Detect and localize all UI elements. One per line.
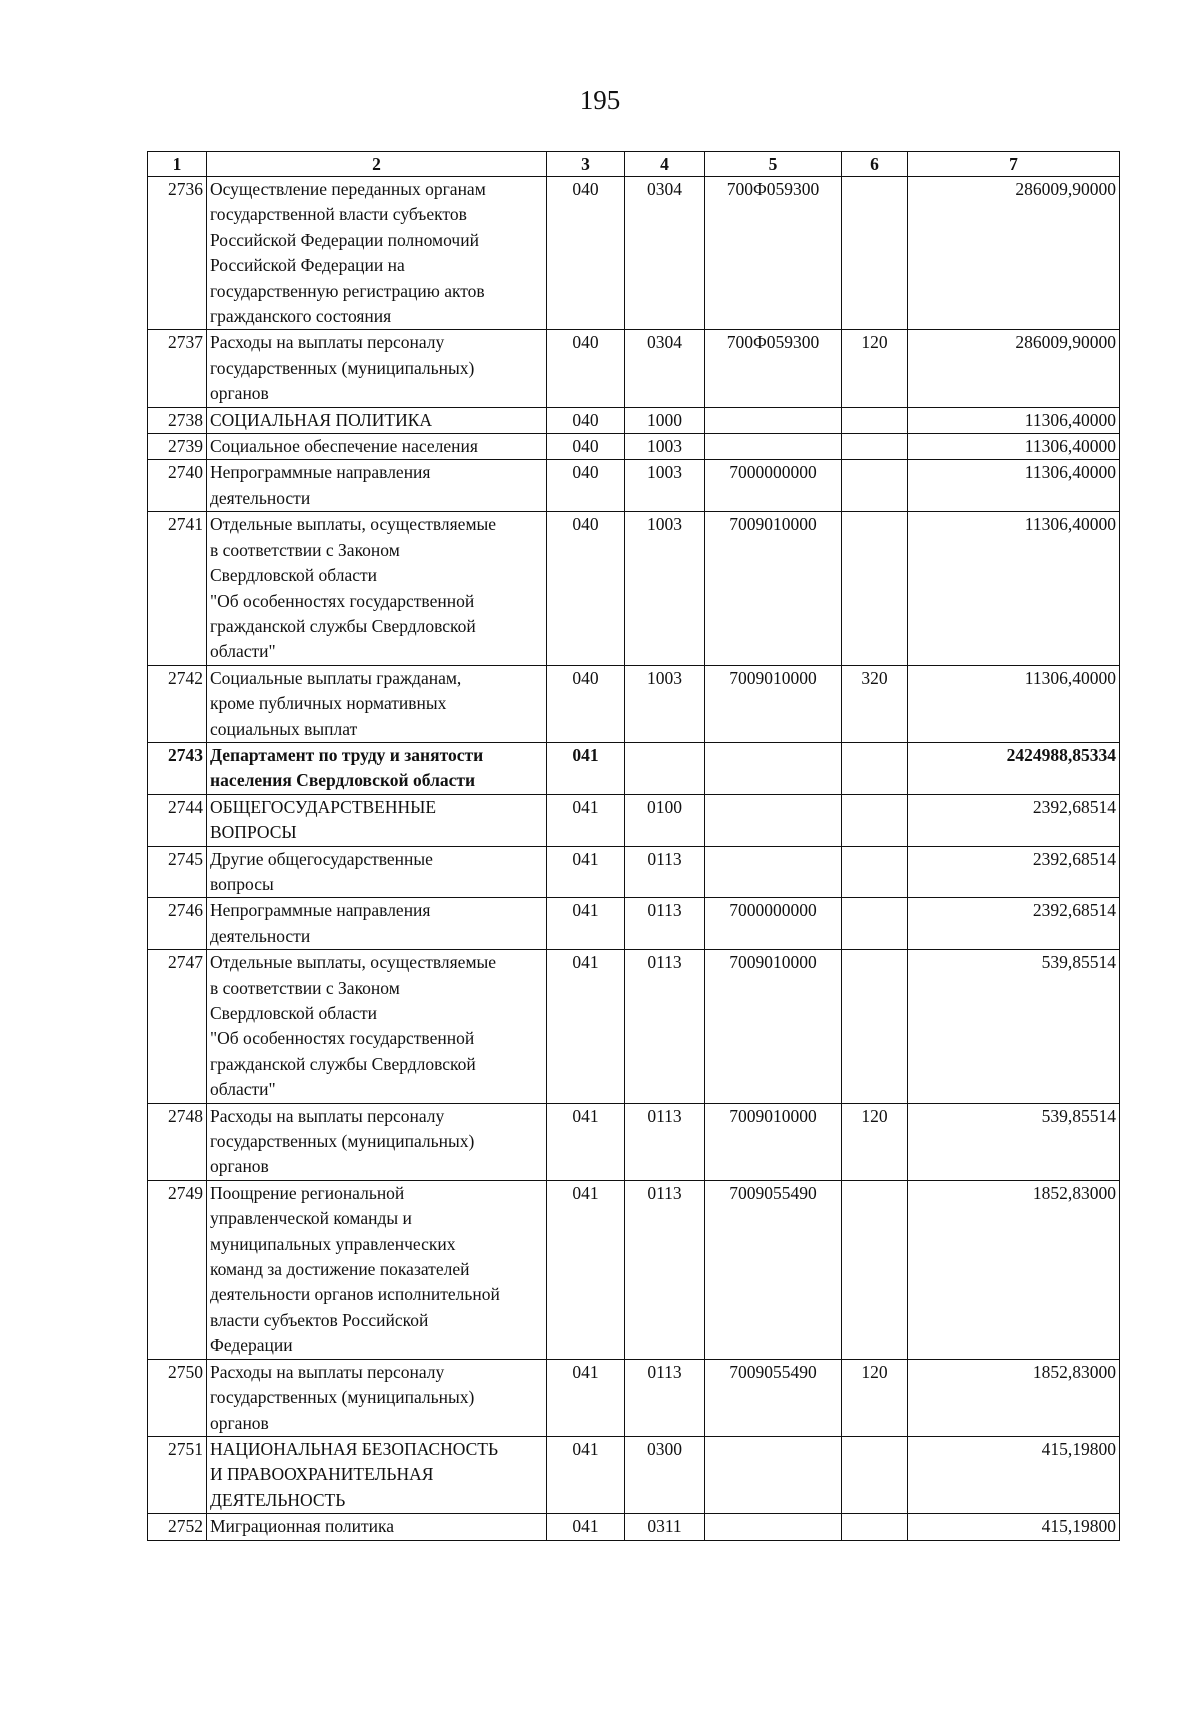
table-row	[148, 898, 1120, 950]
admin-code-cell: 041	[547, 846, 625, 898]
row-number-cell: 2738	[148, 407, 207, 433]
amount-cell: 11306,40000	[908, 665, 1120, 742]
row-name-cell: Расходы на выплаты персоналу государственных (муниципальных) органов	[207, 330, 547, 407]
section-code-cell: 0304	[625, 177, 705, 330]
target-code-cell	[705, 434, 842, 460]
table-row	[148, 1180, 1120, 1359]
amount-cell: 1852,83000	[908, 1359, 1120, 1436]
section-code-cell: 1003	[625, 434, 705, 460]
row-name-cell: НАЦИОНАЛЬНАЯ БЕЗОПАСНОСТЬ И ПРАВООХРАНИТЕЛЬНАЯ ДЕЯТЕЛЬНОСТЬ	[207, 1436, 547, 1513]
amount-cell: 11306,40000	[908, 434, 1120, 460]
row-name-cell: Непрограммные направления деятельности	[207, 898, 547, 950]
section-code-cell: 1003	[625, 460, 705, 512]
admin-code-cell: 040	[547, 434, 625, 460]
table-header-row	[148, 152, 1120, 177]
table-row	[148, 1103, 1120, 1180]
admin-code-cell: 041	[547, 1359, 625, 1436]
table-row	[148, 177, 1120, 330]
expense-type-cell	[842, 742, 908, 794]
row-name-cell: Поощрение региональной управленческой команды и муниципальных управленческих команд за достижение показателей деятельности органов исполнительной власти субъектов Российской Федерации	[207, 1180, 547, 1359]
admin-code-cell: 041	[547, 950, 625, 1103]
table-row	[148, 950, 1120, 1103]
column-header: 1	[148, 152, 207, 177]
column-header: 3	[547, 152, 625, 177]
expense-type-cell	[842, 177, 908, 330]
table-row	[148, 407, 1120, 433]
row-number-cell: 2744	[148, 794, 207, 846]
row-name-cell: СОЦИАЛЬНАЯ ПОЛИТИКА	[207, 407, 547, 433]
column-header: 2	[207, 152, 547, 177]
row-number-cell: 2743	[148, 742, 207, 794]
target-code-cell	[705, 846, 842, 898]
amount-cell: 2392,68514	[908, 898, 1120, 950]
row-name-cell: Социальные выплаты гражданам, кроме публичных нормативных социальных выплат	[207, 665, 547, 742]
row-name-cell: ОБЩЕГОСУДАРСТВЕННЫЕ ВОПРОСЫ	[207, 794, 547, 846]
admin-code-cell: 040	[547, 407, 625, 433]
table-row	[148, 460, 1120, 512]
amount-cell: 2424988,85334	[908, 742, 1120, 794]
row-number-cell: 2742	[148, 665, 207, 742]
target-code-cell: 7000000000	[705, 898, 842, 950]
expense-type-cell: 120	[842, 1103, 908, 1180]
section-code-cell: 0311	[625, 1514, 705, 1540]
expense-type-cell: 120	[842, 330, 908, 407]
admin-code-cell: 041	[547, 898, 625, 950]
target-code-cell: 7009010000	[705, 1103, 842, 1180]
section-code-cell: 0304	[625, 330, 705, 407]
target-code-cell	[705, 1514, 842, 1540]
target-code-cell: 700Ф059300	[705, 330, 842, 407]
admin-code-cell: 041	[547, 1103, 625, 1180]
target-code-cell	[705, 1436, 842, 1513]
amount-cell: 11306,40000	[908, 407, 1120, 433]
admin-code-cell: 040	[547, 512, 625, 665]
expense-type-cell	[842, 512, 908, 665]
row-number-cell: 2740	[148, 460, 207, 512]
target-code-cell: 7009010000	[705, 950, 842, 1103]
row-number-cell: 2737	[148, 330, 207, 407]
expense-type-cell	[842, 898, 908, 950]
amount-cell: 286009,90000	[908, 330, 1120, 407]
row-number-cell: 2750	[148, 1359, 207, 1436]
amount-cell: 2392,68514	[908, 846, 1120, 898]
table-row	[148, 330, 1120, 407]
admin-code-cell: 040	[547, 460, 625, 512]
row-name-cell: Расходы на выплаты персоналу государственных (муниципальных) органов	[207, 1359, 547, 1436]
expense-type-cell	[842, 846, 908, 898]
table-row	[148, 665, 1120, 742]
row-number-cell: 2736	[148, 177, 207, 330]
section-code-cell: 0113	[625, 1103, 705, 1180]
row-name-cell: Осуществление переданных органам государственной власти субъектов Российской Федерации полномочий Российской Федерации на государственную регистрацию актов гражданского состояния	[207, 177, 547, 330]
row-name-cell: Миграционная политика	[207, 1514, 547, 1540]
page-number: 195	[579, 85, 621, 115]
amount-cell: 415,19800	[908, 1514, 1120, 1540]
section-code-cell: 1003	[625, 665, 705, 742]
table-row	[148, 434, 1120, 460]
column-header: 4	[625, 152, 705, 177]
column-header: 7	[908, 152, 1120, 177]
expense-type-cell	[842, 794, 908, 846]
admin-code-cell: 040	[547, 665, 625, 742]
section-code-cell: 0113	[625, 1180, 705, 1359]
amount-cell: 286009,90000	[908, 177, 1120, 330]
table-row	[148, 1514, 1120, 1540]
section-code-cell: 1000	[625, 407, 705, 433]
section-code-cell: 0113	[625, 1359, 705, 1436]
expense-type-cell	[842, 1180, 908, 1359]
target-code-cell	[705, 742, 842, 794]
expense-type-cell: 120	[842, 1359, 908, 1436]
table-body	[148, 177, 1120, 1541]
expense-type-cell: 320	[842, 665, 908, 742]
amount-cell: 539,85514	[908, 950, 1120, 1103]
target-code-cell: 7009055490	[705, 1359, 842, 1436]
amount-cell: 415,19800	[908, 1436, 1120, 1513]
admin-code-cell: 041	[547, 1514, 625, 1540]
section-code-cell: 0100	[625, 794, 705, 846]
table-row	[148, 794, 1120, 846]
expense-type-cell	[842, 407, 908, 433]
table-row	[148, 846, 1120, 898]
amount-cell: 2392,68514	[908, 794, 1120, 846]
row-number-cell: 2741	[148, 512, 207, 665]
target-code-cell	[705, 794, 842, 846]
row-number-cell: 2739	[148, 434, 207, 460]
target-code-cell: 7009010000	[705, 665, 842, 742]
table-row	[148, 742, 1120, 794]
admin-code-cell: 040	[547, 177, 625, 330]
section-code-cell	[625, 742, 705, 794]
amount-cell: 539,85514	[908, 1103, 1120, 1180]
amount-cell: 11306,40000	[908, 460, 1120, 512]
expense-type-cell	[842, 950, 908, 1103]
admin-code-cell: 041	[547, 794, 625, 846]
admin-code-cell: 041	[547, 742, 625, 794]
amount-cell: 11306,40000	[908, 512, 1120, 665]
expense-type-cell	[842, 434, 908, 460]
expense-type-cell	[842, 1436, 908, 1513]
budget-table	[147, 151, 1120, 1541]
target-code-cell: 700Ф059300	[705, 177, 842, 330]
row-name-cell: Расходы на выплаты персоналу государственных (муниципальных) органов	[207, 1103, 547, 1180]
row-number-cell: 2745	[148, 846, 207, 898]
table-row	[148, 512, 1120, 665]
row-name-cell: Департамент по труду и занятости населения Свердловской области	[207, 742, 547, 794]
table-row	[148, 1436, 1120, 1513]
expense-type-cell	[842, 1514, 908, 1540]
expense-type-cell	[842, 460, 908, 512]
target-code-cell: 7009055490	[705, 1180, 842, 1359]
row-number-cell: 2749	[148, 1180, 207, 1359]
row-number-cell: 2746	[148, 898, 207, 950]
row-number-cell: 2747	[148, 950, 207, 1103]
row-name-cell: Другие общегосударственные вопросы	[207, 846, 547, 898]
section-code-cell: 0113	[625, 950, 705, 1103]
admin-code-cell: 040	[547, 330, 625, 407]
row-name-cell: Отдельные выплаты, осуществляемые в соответствии с Законом Свердловской области "Об особенностях государственной гражданской службы Свердловской области"	[207, 950, 547, 1103]
row-number-cell: 2752	[148, 1514, 207, 1540]
amount-cell: 1852,83000	[908, 1180, 1120, 1359]
row-name-cell: Социальное обеспечение населения	[207, 434, 547, 460]
target-code-cell: 7000000000	[705, 460, 842, 512]
section-code-cell: 1003	[625, 512, 705, 665]
table-row	[148, 1359, 1120, 1436]
admin-code-cell: 041	[547, 1180, 625, 1359]
row-number-cell: 2748	[148, 1103, 207, 1180]
row-name-cell: Непрограммные направления деятельности	[207, 460, 547, 512]
section-code-cell: 0113	[625, 898, 705, 950]
column-header: 6	[842, 152, 908, 177]
row-name-cell: Отдельные выплаты, осуществляемые в соответствии с Законом Свердловской области "Об особенностях государственной гражданской службы Свердловской области"	[207, 512, 547, 665]
section-code-cell: 0113	[625, 846, 705, 898]
admin-code-cell: 041	[547, 1436, 625, 1513]
column-header: 5	[705, 152, 842, 177]
section-code-cell: 0300	[625, 1436, 705, 1513]
target-code-cell: 7009010000	[705, 512, 842, 665]
target-code-cell	[705, 407, 842, 433]
row-number-cell: 2751	[148, 1436, 207, 1513]
